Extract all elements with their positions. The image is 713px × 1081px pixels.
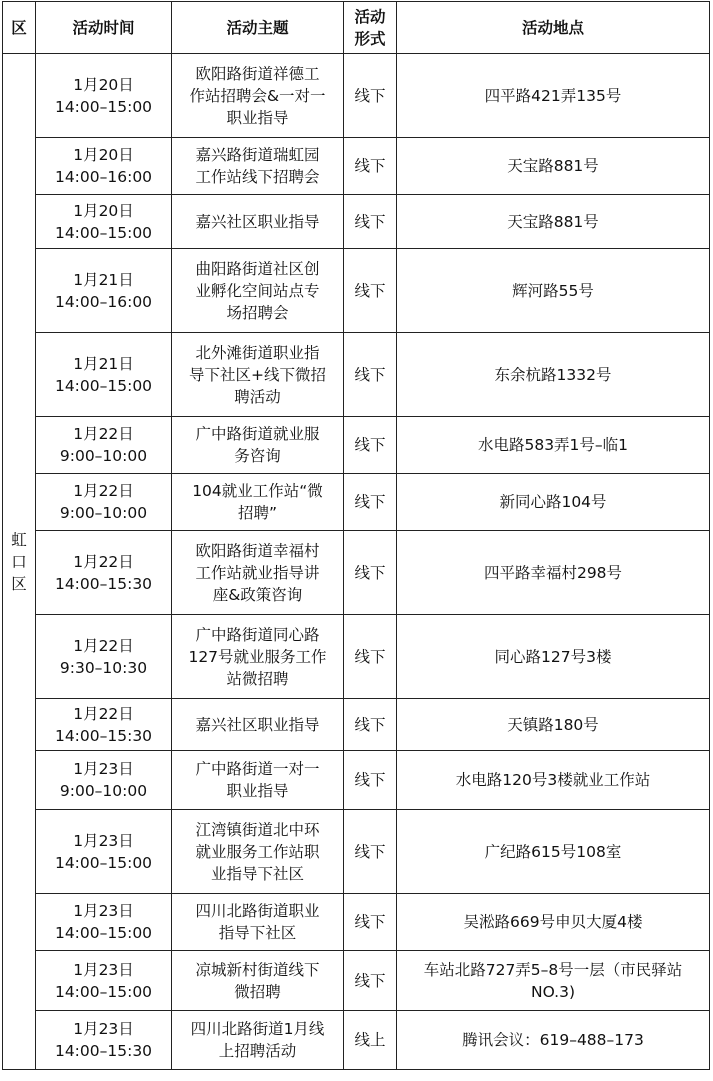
- topic-cell: 四川北路街道1月线 上招聘活动: [172, 1011, 344, 1070]
- table-row: [3, 751, 710, 810]
- format-cell: 线下: [344, 474, 397, 531]
- date-text: 1月23日: [73, 760, 134, 778]
- time-cell: [36, 1011, 172, 1070]
- time-range-text: 9:30–10:30: [59, 658, 148, 677]
- format-cell: 线下: [344, 951, 397, 1011]
- location-cell: 辉河路55号: [397, 249, 710, 333]
- date-text: 1月23日: [73, 902, 134, 920]
- format-cell: 线下: [344, 894, 397, 951]
- time-cell: [36, 531, 172, 615]
- location-cell: 天宝路881号: [397, 195, 710, 249]
- header-row: [3, 2, 710, 54]
- format-cell: 线下: [344, 54, 397, 138]
- table-row: [3, 615, 710, 699]
- format-cell: 线下: [344, 699, 397, 751]
- topic-cell: 嘉兴社区职业指导: [172, 195, 344, 249]
- table-row: [3, 333, 710, 417]
- table-row: [3, 249, 710, 333]
- header-format: 活动 形式: [344, 2, 397, 54]
- time-cell: [36, 333, 172, 417]
- location-cell: 车站北路727弄5–8号一层（市民驿站 NO.3): [397, 951, 710, 1011]
- time-cell: [36, 249, 172, 333]
- table-body: [3, 54, 710, 1070]
- location-cell: 水电路583弄1号–临1: [397, 417, 710, 474]
- location-cell: 同心路127号3楼: [397, 615, 710, 699]
- time-cell: [36, 615, 172, 699]
- table-row: [3, 810, 710, 894]
- header-location: 活动地点: [397, 2, 710, 54]
- date-text: 1月22日: [73, 482, 134, 500]
- time-cell: [36, 417, 172, 474]
- header-district: 区: [3, 2, 36, 54]
- date-text: 1月21日: [73, 270, 134, 289]
- date-text: 1月21日: [73, 354, 134, 373]
- district-char: 虹: [11, 530, 27, 549]
- topic-cell: 广中路街道同心路 127号就业服务工作 站微招聘: [172, 615, 344, 699]
- format-cell: 线下: [344, 333, 397, 417]
- topic-cell: 曲阳路街道社区创 业孵化空间站点专 场招聘会: [172, 249, 344, 333]
- location-cell: 四平路421弄135号: [397, 54, 710, 138]
- date-text: 1月20日: [73, 75, 134, 94]
- table-row: [3, 54, 710, 138]
- date-text: 1月20日: [73, 146, 134, 164]
- date-text: 1月23日: [73, 1020, 134, 1038]
- time-cell: [36, 54, 172, 138]
- date-text: 1月23日: [73, 831, 134, 850]
- topic-cell: 广中路街道就业服 务咨询: [172, 417, 344, 474]
- date-text: 1月22日: [73, 636, 134, 655]
- date-text: 1月22日: [73, 704, 134, 723]
- table-row: [3, 531, 710, 615]
- topic-cell: 江湾镇街道北中环 就业服务工作站职 业指导下社区: [172, 810, 344, 894]
- time-cell: [36, 474, 172, 531]
- location-cell: 天宝路881号: [397, 138, 710, 195]
- time-range-text: 14:00–15:30: [54, 1042, 153, 1060]
- time-range-text: 14:00–15:00: [54, 924, 153, 942]
- format-cell: 线下: [344, 751, 397, 810]
- location-cell: 吴淞路669号申贝大厦4楼: [397, 894, 710, 951]
- table-row: [3, 894, 710, 951]
- format-cell: 线下: [344, 531, 397, 615]
- district-cell: [3, 54, 36, 1070]
- date-text: 1月22日: [73, 425, 134, 443]
- date-text: 1月23日: [73, 960, 134, 979]
- date-text: 1月22日: [73, 552, 134, 571]
- time-range-text: 9:00–10:00: [59, 504, 148, 522]
- location-cell: 水电路120号3楼就业工作站: [397, 751, 710, 810]
- topic-cell: 四川北路街道职业 指导下社区: [172, 894, 344, 951]
- header-topic: 活动主题: [172, 2, 344, 54]
- location-cell: 新同心路104号: [397, 474, 710, 531]
- topic-cell: 欧阳路街道祥德工 作站招聘会&一对一 职业指导: [172, 54, 344, 138]
- time-range-text: 14:00–15:00: [54, 97, 153, 116]
- time-range-text: 14:00–15:00: [54, 376, 153, 395]
- format-cell: 线下: [344, 417, 397, 474]
- location-cell: 东余杭路1332号: [397, 333, 710, 417]
- location-cell: 天镇路180号: [397, 699, 710, 751]
- time-range-text: 14:00–15:00: [54, 982, 153, 1001]
- header-time: 活动时间: [36, 2, 172, 54]
- time-cell: [36, 810, 172, 894]
- district-char: 区: [11, 574, 27, 593]
- table-row: [3, 474, 710, 531]
- time-range-text: 9:00–10:00: [59, 782, 148, 800]
- time-cell: [36, 751, 172, 810]
- time-range-text: 14:00–15:30: [54, 574, 153, 593]
- time-range-text: 14:00–15:00: [54, 223, 153, 242]
- date-text: 1月20日: [73, 201, 134, 220]
- topic-cell: 凉城新村街道线下 微招聘: [172, 951, 344, 1011]
- format-cell: 线下: [344, 615, 397, 699]
- time-cell: [36, 699, 172, 751]
- topic-cell: 广中路街道一对一 职业指导: [172, 751, 344, 810]
- district-char: 口: [11, 552, 27, 571]
- time-range-text: 14:00–16:00: [54, 168, 153, 186]
- table-row: [3, 1011, 710, 1070]
- format-cell: 线上: [344, 1011, 397, 1070]
- table-row: [3, 699, 710, 751]
- location-cell: 广纪路615号108室: [397, 810, 710, 894]
- table-row: [3, 951, 710, 1011]
- table-row: [3, 138, 710, 195]
- activity-schedule-table: [2, 1, 710, 1070]
- location-cell: 腾讯会议：619–488–173: [397, 1011, 710, 1070]
- table-row: [3, 195, 710, 249]
- topic-cell: 嘉兴社区职业指导: [172, 699, 344, 751]
- format-cell: 线下: [344, 195, 397, 249]
- time-cell: [36, 195, 172, 249]
- format-cell: 线下: [344, 810, 397, 894]
- topic-cell: 104就业工作站“微 招聘”: [172, 474, 344, 531]
- format-cell: 线下: [344, 138, 397, 195]
- time-cell: [36, 138, 172, 195]
- time-cell: [36, 951, 172, 1011]
- topic-cell: 北外滩街道职业指 导下社区+线下微招 聘活动: [172, 333, 344, 417]
- time-cell: [36, 894, 172, 951]
- table-row: [3, 417, 710, 474]
- time-range-text: 14:00–16:00: [54, 292, 153, 311]
- topic-cell: 嘉兴路街道瑞虹园 工作站线下招聘会: [172, 138, 344, 195]
- topic-cell: 欧阳路街道幸福村 工作站就业指导讲 座&政策咨询: [172, 531, 344, 615]
- time-range-text: 9:00–10:00: [59, 447, 148, 465]
- time-range-text: 14:00–15:30: [54, 726, 153, 745]
- location-cell: 四平路幸福村298号: [397, 531, 710, 615]
- format-cell: 线下: [344, 249, 397, 333]
- time-range-text: 14:00–15:00: [54, 853, 153, 872]
